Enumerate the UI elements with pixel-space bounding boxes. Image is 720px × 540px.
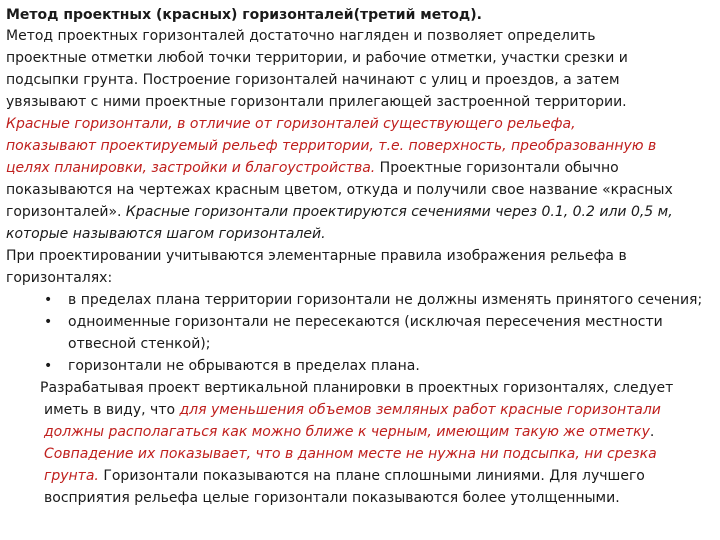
text-line (44, 400, 661, 421)
red-text-span: грунта. (44, 468, 99, 484)
red-text-span: для уменьшения объемов земляных работ красные горизонтали (175, 402, 661, 418)
text-line: подсыпки грунта. Построение горизонталей начинают с улиц и проездов, а затем (6, 72, 620, 88)
bullet-mark: • (44, 314, 53, 330)
italic-text-span: Красные горизонтали проектируются сечениями через 0.1, 0.2 или 0,5 м, (121, 204, 673, 220)
text-span: Горизонтали показываются на плане сплошными линиями. Для лучшего (98, 468, 645, 484)
red-text-line: Совпадение их показывает, что в данном месте не нужна ни подсыпка, ни срезка (44, 446, 657, 462)
red-text-line: Красные горизонтали, в отличие от горизонталей существующего рельефа, (6, 116, 576, 132)
text-line (44, 422, 654, 443)
slide-title: Метод проектных (красных) горизонталей(третий метод). (6, 7, 482, 23)
text-line: Метод проектных горизонталей достаточно нагляден и позволяет определить (6, 28, 596, 44)
bullet-item: одноименные горизонтали не пересекаются (исключая пересечения местности (68, 314, 663, 330)
text-span: горизонталей». (6, 204, 122, 220)
text-line (44, 466, 645, 487)
text-line: При проектировании учитываются элементарные правила изображения рельефа в (6, 248, 627, 264)
red-text-line: показывают проектируемый рельеф территории, т.е. поверхность, преобразованную в (6, 138, 657, 154)
bullet-mark: • (44, 292, 53, 308)
text-line (6, 202, 673, 223)
text-span: Проектные горизонтали обычно (375, 160, 619, 176)
text-line: проектные отметки любой точки территории, и рабочие отметки, участки срезки и (6, 50, 628, 66)
text-span: . (649, 424, 655, 440)
red-text-span: целях планировки, застройки и благоустройства. (6, 160, 376, 176)
text-line: показываются на чертежах красным цветом, откуда и получили свое название «красных (6, 182, 673, 198)
bullet-item: в пределах плана территории горизонтали не должны изменять принятого сечения; (68, 292, 703, 308)
italic-text-line: которые называются шагом горизонталей. (6, 226, 326, 242)
text-line: восприятия рельефа целые горизонтали показываются более утолщенными. (44, 490, 620, 506)
text-line (6, 158, 619, 179)
text-span: иметь в виду, что (44, 402, 176, 418)
red-text-span: должны располагаться как можно ближе к черным, имеющим такую же отметку (44, 424, 650, 440)
bullet-mark: • (44, 358, 53, 374)
text-line: увязывают с ними проектные горизонтали прилегающей застроенной территории. (6, 94, 627, 110)
text-line: Разрабатывая проект вертикальной планировки в проектных горизонталях, следует (40, 380, 674, 396)
text-line: горизонталях: (6, 270, 113, 286)
bullet-item-continuation: отвесной стенкой); (68, 336, 211, 352)
bullet-item: горизонтали не обрываются в пределах плана. (68, 358, 420, 374)
